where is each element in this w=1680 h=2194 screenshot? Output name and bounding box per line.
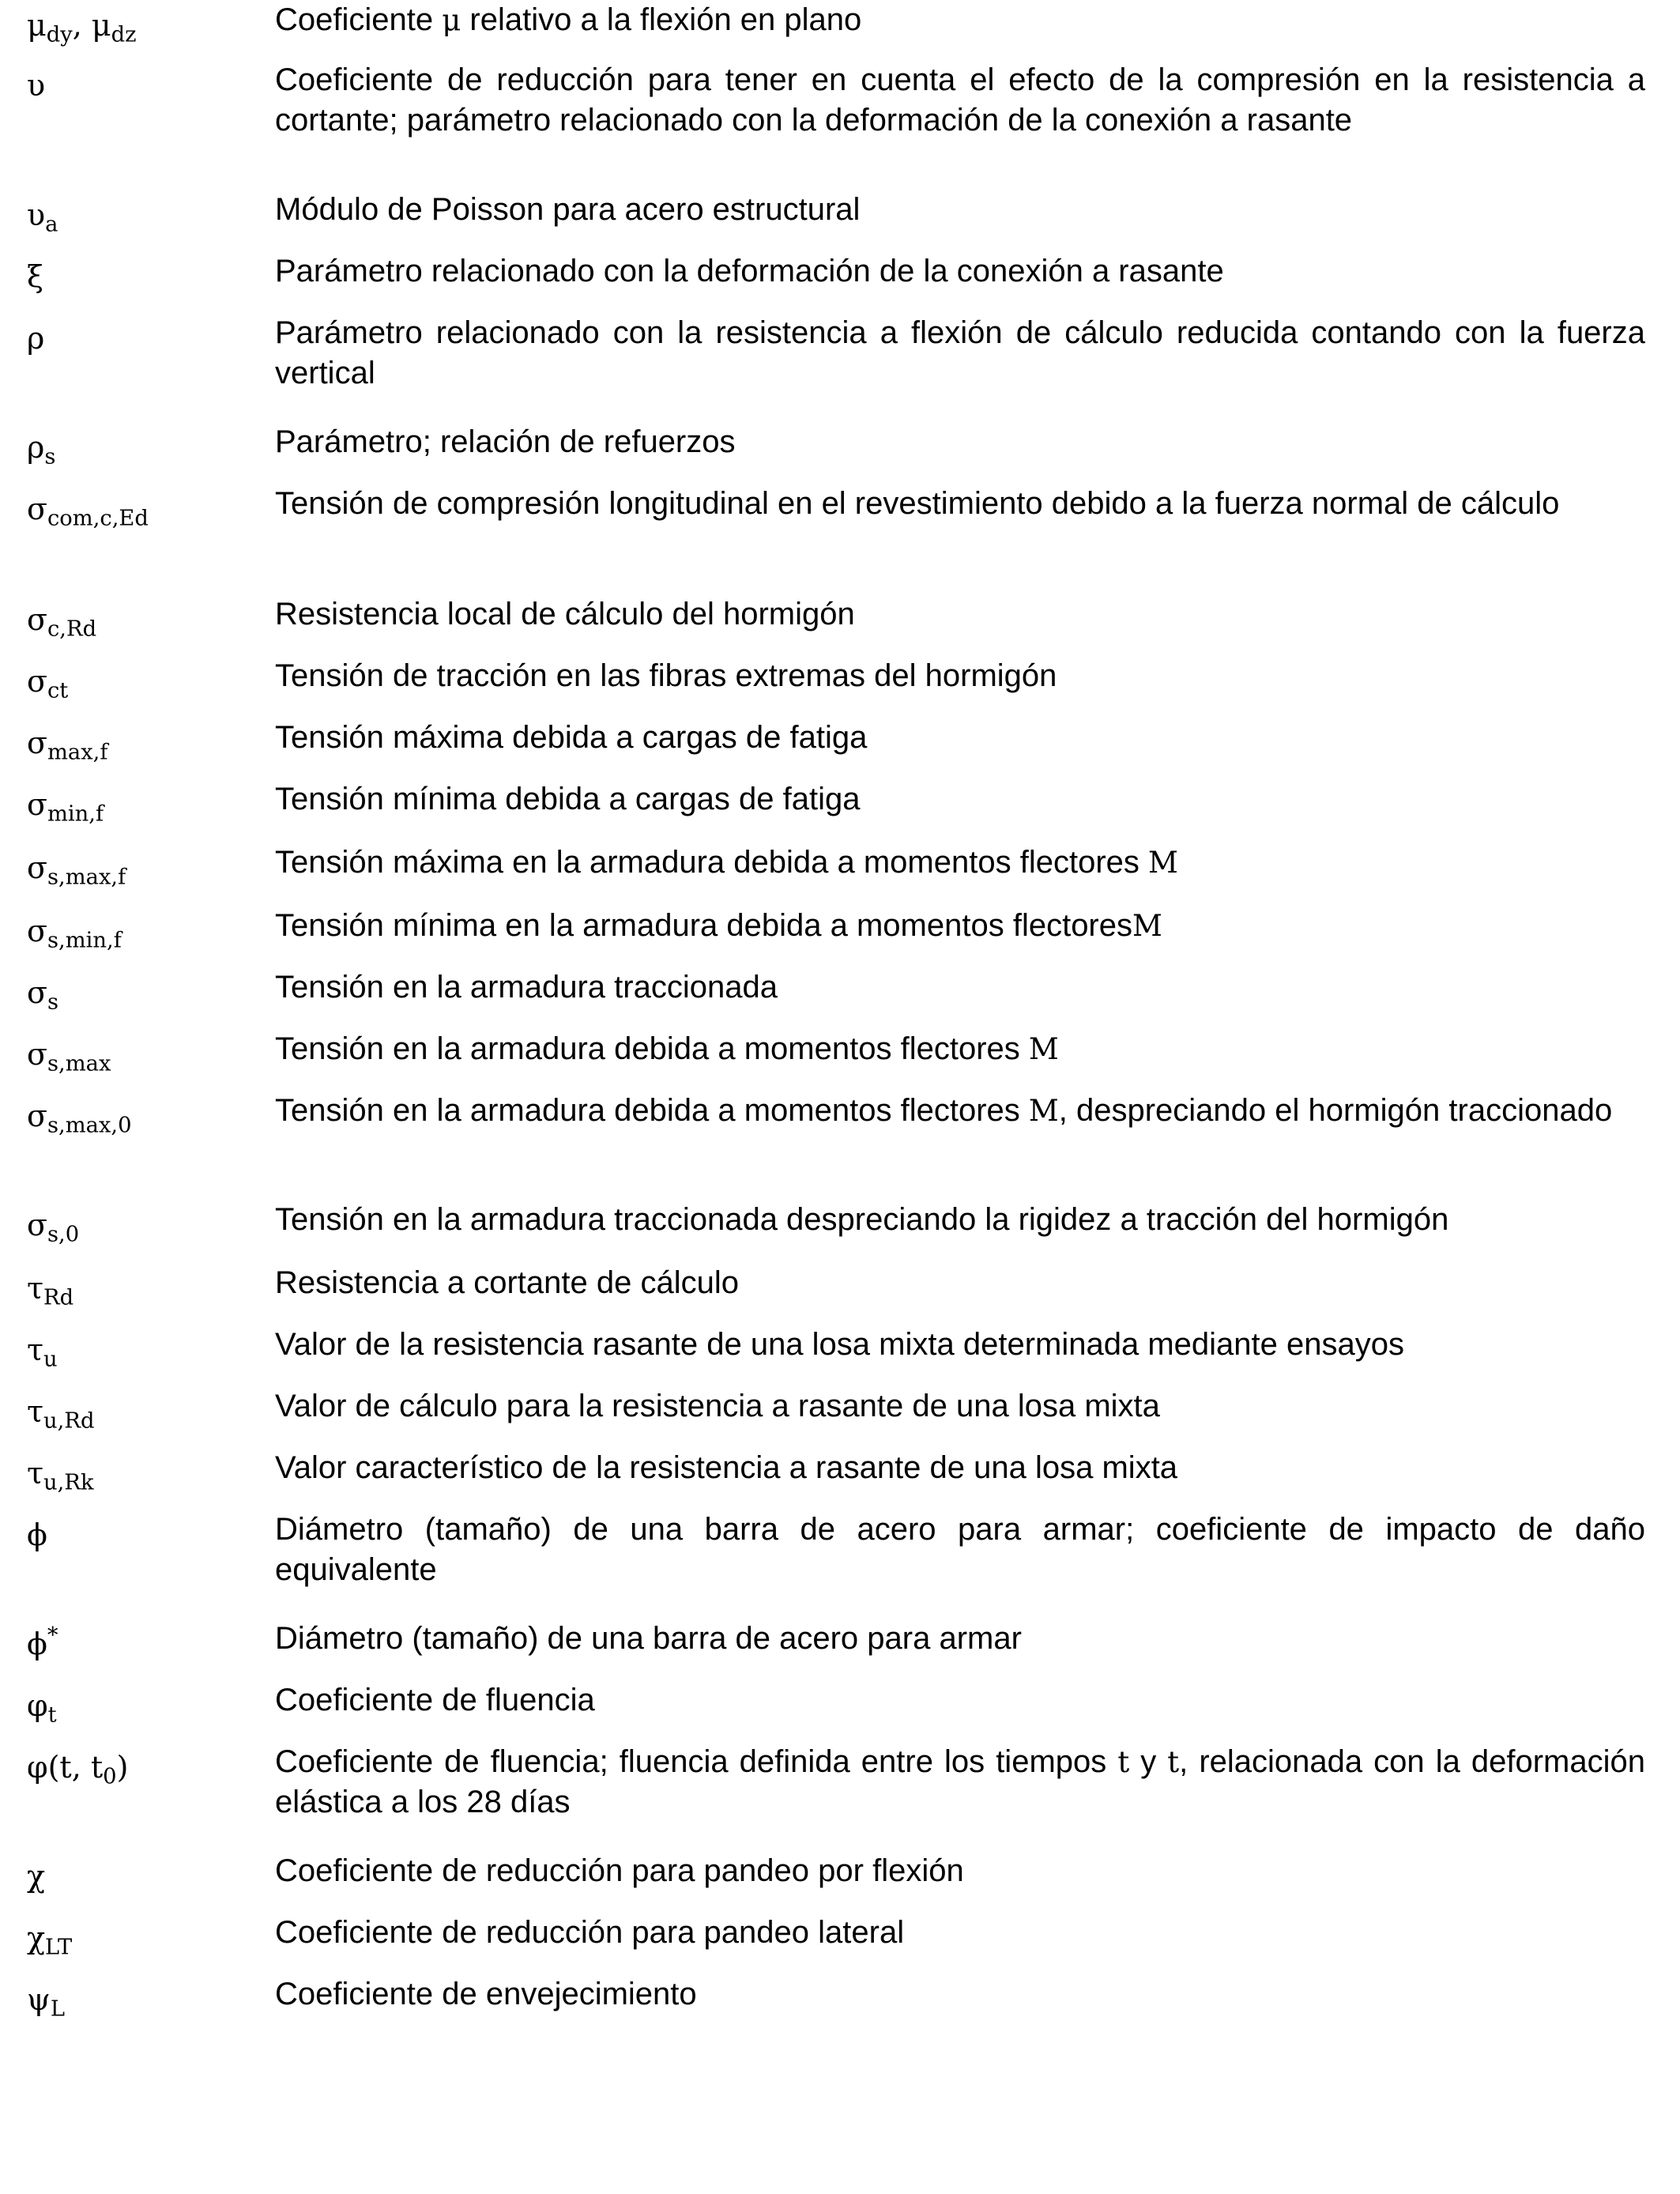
symbol-subscript: s,max	[47, 1051, 111, 1076]
glossary-row	[27, 251, 1645, 297]
symbol-subscript: c,Rd	[47, 616, 97, 642]
math-symbol: M	[1028, 1094, 1059, 1128]
symbol-description	[275, 251, 1645, 292]
symbol-description	[275, 779, 1645, 820]
symbol-base: σ	[27, 850, 47, 885]
glossary-row	[27, 1091, 1645, 1137]
symbol-subscript: com,c,Ed	[47, 506, 149, 531]
symbol	[27, 1742, 275, 1788]
description-text: Tensión mínima en la armadura debida a momentos flectores	[275, 908, 1132, 943]
symbol-description	[275, 1386, 1645, 1427]
description-text: Tensión de compresión longitudinal en el revestimiento debido a la fuerza normal de cálculo	[275, 486, 1560, 521]
symbol-subscript: ct	[47, 678, 69, 703]
symbol	[27, 594, 275, 640]
symbol	[27, 1510, 275, 1555]
symbol-subscript: u,Rk	[43, 1470, 94, 1495]
glossary-row	[27, 594, 1645, 640]
symbol-subscript: a	[45, 212, 58, 237]
symbol	[27, 60, 275, 106]
symbol	[27, 484, 275, 530]
description-text: Tensión mínima debida a cargas de fatiga	[275, 782, 861, 816]
symbol-subscript: s,min,f	[47, 928, 122, 953]
symbol-base: χ	[27, 1921, 46, 1955]
description-text: Parámetro relacionado con la deformación de la conexión a rasante	[275, 254, 1224, 288]
glossary-row	[27, 1974, 1645, 2020]
description-text: Tensión máxima debida a cargas de fatiga	[275, 720, 868, 755]
symbol-description	[275, 1263, 1645, 1303]
glossary-row	[27, 718, 1645, 763]
symbol-base: υ	[27, 198, 46, 232]
symbol-subscript: dy	[46, 22, 73, 47]
glossary-row	[27, 1386, 1645, 1432]
symbol-base: χ	[27, 1859, 46, 1894]
math-symbol: M	[1132, 909, 1162, 943]
description-text: Coeficiente de reducción para pandeo por flexión	[275, 1853, 964, 1888]
symbol-description	[275, 1619, 1645, 1659]
description-text: Valor característico de la resistencia a rasante de una losa mixta	[275, 1450, 1178, 1485]
symbol-base: σ	[27, 1099, 47, 1133]
symbol-description	[275, 1510, 1645, 1590]
description-text: , despreciando el hormigón traccionado	[1058, 1093, 1613, 1128]
symbol-description	[275, 1448, 1645, 1488]
symbol-base: σ	[27, 1037, 47, 1072]
symbol-subscript: min,f	[47, 801, 104, 827]
symbol-base: ρ	[27, 430, 45, 465]
glossary-row	[27, 1263, 1645, 1309]
description-text: Coeficiente de fluencia; fluencia definida entre los tiempos	[275, 1744, 1118, 1779]
symbol	[27, 906, 275, 952]
symbol	[27, 1680, 275, 1726]
glossary-row	[27, 484, 1645, 530]
symbol-subscript: s,0	[47, 1222, 80, 1247]
symbol-description	[275, 1200, 1645, 1240]
math-symbol: M	[1148, 846, 1178, 880]
math-symbol: t	[1167, 1745, 1180, 1779]
symbol-description	[275, 906, 1645, 946]
description-text: relativo a la flexión en plano	[461, 2, 862, 37]
description-text: Coeficiente	[275, 2, 443, 37]
symbol-subscript: Rd	[43, 1285, 74, 1310]
glossary-row	[27, 1448, 1645, 1494]
symbol	[27, 1913, 275, 1958]
glossary-row	[27, 0, 1645, 46]
symbol-base: σ	[27, 914, 47, 948]
description-text: Tensión máxima en la armadura debida a momentos flectores	[275, 845, 1148, 880]
symbol-subscript: max,f	[47, 740, 108, 765]
symbol-base: σ	[27, 1208, 47, 1242]
symbol-subscript: 0	[103, 1764, 117, 1789]
symbol	[27, 967, 275, 1013]
symbol-base: σ	[27, 664, 47, 699]
description-text: Parámetro; relación de refuerzos	[275, 424, 736, 459]
glossary-row	[27, 967, 1645, 1013]
symbol-base: σ	[27, 787, 47, 822]
glossary-row	[27, 1029, 1645, 1075]
symbol-description	[275, 1680, 1645, 1721]
math-symbol: t	[1117, 1745, 1130, 1779]
description-text: Tensión en la armadura debida a momentos flectores	[275, 1031, 1029, 1066]
symbol-description	[275, 0, 1645, 40]
symbol	[27, 0, 275, 46]
glossary-row	[27, 779, 1645, 825]
symbol-base: ϕ	[27, 1517, 47, 1552]
symbol	[27, 1091, 275, 1137]
symbol-description	[275, 718, 1645, 758]
description-text: Coeficiente de reducción para tener en cuenta el efecto de la compresión en la resistencia a cortante; parámetro relacionado con la deformación de la conexión a rasante	[275, 62, 1645, 138]
symbol-base: ρ	[27, 321, 45, 356]
glossary-row	[27, 422, 1645, 468]
symbol	[27, 1029, 275, 1075]
glossary-row	[27, 313, 1645, 394]
symbol-base: ψ	[27, 1982, 51, 2017]
symbol-base: σ	[27, 975, 47, 1010]
symbol-subscript: s	[44, 444, 56, 469]
math-symbol: μ	[442, 3, 461, 37]
symbol-superscript: *	[47, 1623, 58, 1648]
symbol	[27, 422, 275, 468]
symbol	[27, 1325, 275, 1370]
glossary-row	[27, 1742, 1645, 1823]
symbol-description	[275, 1029, 1645, 1069]
symbol-description	[275, 1325, 1645, 1365]
description-text: Resistencia local de cálculo del hormigón	[275, 597, 855, 631]
symbol	[27, 1974, 275, 2020]
symbol	[27, 251, 275, 297]
symbol-base: τ	[27, 1333, 44, 1367]
symbol-description	[275, 656, 1645, 696]
glossary-row	[27, 1619, 1645, 1664]
symbol	[27, 1851, 275, 1897]
glossary-row	[27, 1325, 1645, 1370]
symbol	[27, 1200, 275, 1246]
symbol-subscript: t	[47, 1702, 57, 1728]
symbol-base: ϕ	[27, 1627, 47, 1661]
symbol-base: μ	[27, 8, 47, 43]
symbol	[27, 1386, 275, 1432]
symbol-subscript: dz	[111, 22, 137, 47]
description-text: Tensión en la armadura traccionada	[275, 970, 778, 1005]
symbol-description	[275, 594, 1645, 635]
symbol-base: υ	[27, 68, 46, 103]
symbol-base: μ	[91, 8, 111, 43]
description-text: Tensión en la armadura debida a momentos flectores	[275, 1093, 1029, 1128]
symbol-subscript: s	[47, 990, 58, 1015]
symbol	[27, 1263, 275, 1309]
symbol-description	[275, 1974, 1645, 2015]
description-text: Coeficiente de fluencia	[275, 1683, 595, 1717]
symbol-description	[275, 1851, 1645, 1891]
glossary-row	[27, 906, 1645, 952]
symbol	[27, 190, 275, 236]
symbol-subscript: L	[50, 1996, 65, 2022]
glossary-row	[27, 1913, 1645, 1958]
symbol-base: τ	[27, 1456, 44, 1491]
description-text: Resistencia a cortante de cálculo	[275, 1265, 739, 1300]
symbol-subscript: u	[43, 1347, 58, 1372]
description-text: , relacionada con la deformación elástica a los 28 días	[275, 1744, 1646, 1819]
description-text: Tensión en la armadura traccionada despreciando la rigidez a tracción del hormigón	[275, 1202, 1449, 1237]
symbol-tail: )	[116, 1750, 129, 1785]
glossary-row	[27, 1510, 1645, 1590]
symbol-description	[275, 313, 1645, 394]
glossary-row	[27, 60, 1645, 141]
symbol	[27, 313, 275, 359]
symbol-description	[275, 422, 1645, 462]
symbol-base: φ(t, t	[27, 1750, 104, 1785]
symbol-base: ξ	[27, 259, 43, 294]
symbol-subscript: LT	[45, 1935, 73, 1960]
symbol-base: φ	[27, 1688, 48, 1723]
symbol	[27, 718, 275, 763]
description-text: y	[1129, 1744, 1168, 1779]
symbol-description	[275, 484, 1645, 524]
symbol-description	[275, 843, 1645, 883]
symbol-separator: ,	[72, 8, 92, 43]
description-text: Valor de cálculo para la resistencia a rasante de una losa mixta	[275, 1389, 1160, 1423]
description-text: Diámetro (tamaño) de una barra de acero para armar; coeficiente de impacto de daño equivalente	[275, 1512, 1645, 1587]
description-text: Valor de la resistencia rasante de una losa mixta determinada mediante ensayos	[275, 1327, 1404, 1362]
symbol-subscript: u,Rd	[43, 1408, 95, 1434]
symbol-subscript: s,max,f	[47, 865, 126, 890]
symbol-description	[275, 1742, 1645, 1823]
description-text: Coeficiente de envejecimiento	[275, 1977, 697, 2011]
symbol-description	[275, 967, 1645, 1008]
symbol-base: τ	[27, 1271, 44, 1306]
symbol-description	[275, 60, 1645, 141]
glossary-row	[27, 1680, 1645, 1726]
symbol-description	[275, 1091, 1645, 1131]
symbol	[27, 779, 275, 825]
symbol-description	[275, 1913, 1645, 1953]
glossary-row	[27, 656, 1645, 702]
math-symbol: M	[1028, 1032, 1059, 1066]
glossary-row	[27, 1200, 1645, 1246]
symbol-base: σ	[27, 602, 47, 637]
description-text: Parámetro relacionado con la resistencia a flexión de cálculo reducida contando con la fuerza vertical	[275, 315, 1645, 390]
symbol	[27, 656, 275, 702]
description-text: Tensión de tracción en las fibras extremas del hormigón	[275, 658, 1057, 693]
symbol-description	[275, 190, 1645, 230]
description-text: Módulo de Poisson para acero estructural	[275, 192, 861, 227]
glossary-row	[27, 190, 1645, 236]
symbol-base: σ	[27, 726, 47, 760]
symbol-base: τ	[27, 1394, 44, 1429]
symbol	[27, 1448, 275, 1494]
glossary-row	[27, 1851, 1645, 1897]
symbol	[27, 1619, 275, 1664]
description-text: Diámetro (tamaño) de una barra de acero para armar	[275, 1621, 1022, 1656]
symbol-subscript: s,max,0	[47, 1113, 132, 1138]
symbol	[27, 843, 275, 888]
symbol-base: σ	[27, 492, 47, 526]
glossary-row	[27, 843, 1645, 888]
description-text: Coeficiente de reducción para pandeo lateral	[275, 1915, 905, 1950]
